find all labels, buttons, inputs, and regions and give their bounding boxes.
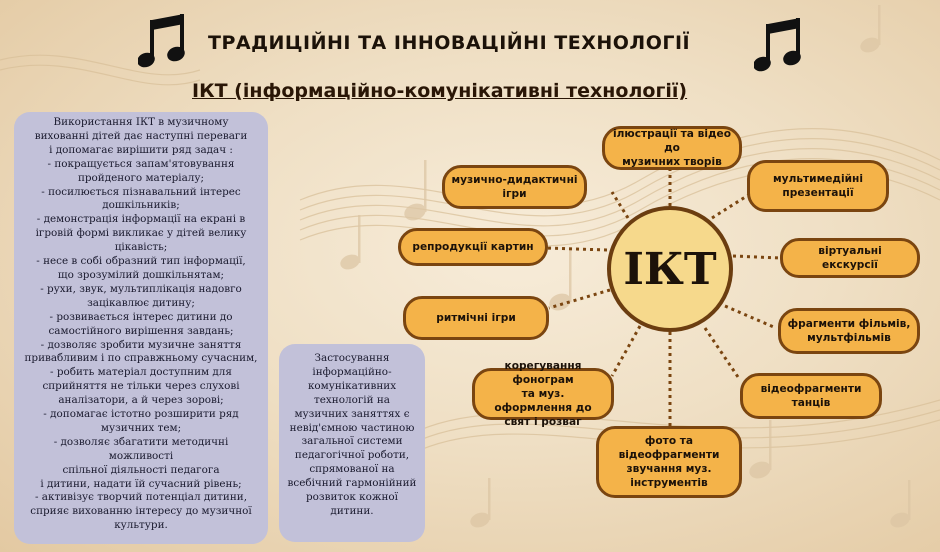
node-illustrations: ілюстрації та відео до музичних творів — [602, 126, 742, 170]
benefits-text: Використання ІКТ в музичному вихованні дітей дає наступні переваги і допомагає вирішити ряд задач : - покращується запам'ятовування пройденого матеріалу; - посилюється пізнавальний інтерес дошкільників; - демонстрація інформації на екрані в ігровій формі викликає у дітей велику цікавість; - несе в собі образний тип інформації, що зрозумілий дошкільнятам; - рухи, звук, мультиплікація надовго зацікавлює дитину; - розвивається інтерес дитини до самостійного вирішення завдань; - дозволяє зробити музичне заняття привабливим і по справжньому сучасним, - робить матеріал доступним для сприйняття не тільки через слухові аналізатори, а й через зорові; - допомагає істотно розширити ряд музичних тем; - дозволяє збагатити методичні можливості спільної діяльності педагога і дитини, надати їй сучасний рівень; - активізує творчий потенціал дитини, сприяє вихованню інтересу до музичної культури. — [24, 116, 258, 532]
node-didactic-games: музично-дидактичні ігри — [442, 165, 587, 209]
center-node-label: ІКТ — [623, 243, 717, 295]
node-reproductions: репродукції картин — [398, 228, 548, 266]
node-films: фрагменти фільмів, мультфільмів — [778, 308, 920, 354]
node-instruments: фото та відеофрагменти звучання муз. інструментів — [596, 426, 742, 498]
node-phonograms: корегування фонограм та муз. оформлення до свят і розваг — [472, 368, 614, 420]
node-rhythmic-games: ритмічні ігри — [403, 296, 549, 340]
page-title: ТРАДИЦІЙНІ ТА ІННОВАЦІЙНІ ТЕХНОЛОГІЇ — [208, 32, 691, 54]
page-subtitle: ІКТ (інформаційно-комунікативні технології) — [192, 80, 688, 102]
summary-text: Застосування інформаційно- комунікативних технологій на музичних заняттях є невід'ємною частиною загальної системи педагогічної роботи, спрямованої на всебічний гармонійний розвиток кожної дитини. — [287, 352, 417, 517]
node-virtual-tours: віртуальні екскурсії — [780, 238, 920, 278]
center-node-ikt — [607, 206, 733, 332]
node-dance-videos: відеофрагменти танців — [740, 373, 882, 419]
node-presentations: мультимедійні презентації — [747, 160, 889, 212]
